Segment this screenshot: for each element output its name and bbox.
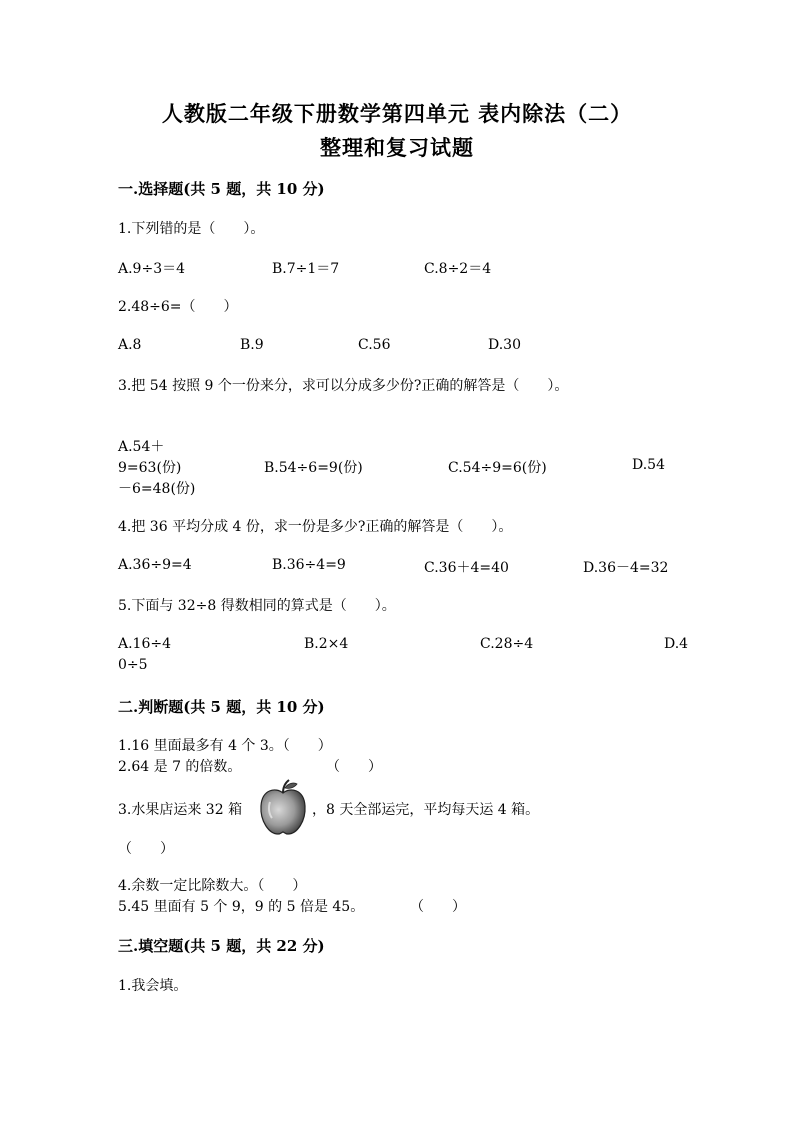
j3-text-before: 3.水果店运来 32 箱: [118, 802, 243, 818]
q2-option-b: B.9: [240, 337, 264, 353]
q1-option-a: A.9÷3＝4: [118, 261, 186, 277]
q4-stem: 4.把 36 平均分成 4 份，求一份是多少?正确的解答是（ ）。: [118, 519, 513, 535]
q3-option-d-line2: －6=48(份): [118, 481, 196, 497]
j3-text-after: ，8 天全部运完，平均每天运 4 箱。: [312, 802, 540, 818]
j3-paren: （ ）: [118, 841, 174, 857]
q2-option-a: A.8: [118, 337, 142, 353]
q1-stem: 1.下列错的是（ ）。: [118, 221, 265, 237]
q4-option-b: B.36÷4=9: [272, 557, 346, 573]
apple-icon: [258, 778, 308, 836]
j1-item: 1.16 里面最多有 4 个 3。（ ）: [118, 738, 332, 754]
page-title-line2: 整理和复习试题: [320, 135, 474, 160]
q4-option-d: D.36－4=32: [583, 560, 669, 576]
q1-option-b: B.7÷1＝7: [272, 261, 340, 277]
q2-stem: 2.48÷6=（ ）: [118, 299, 238, 315]
q2-option-d: D.30: [488, 337, 521, 353]
f1-item: 1.我会填。: [118, 978, 188, 994]
j2-item: 2.64 是 7 的倍数。: [118, 759, 242, 775]
page-title-line1: 人教版二年级下册数学第四单元 表内除法（二）: [161, 101, 633, 126]
q5-option-d-line1: D.4: [664, 636, 689, 652]
j2-paren: （ ）: [326, 759, 382, 775]
q5-option-c: C.28÷4: [480, 636, 534, 652]
q4-option-a: A.36÷9=4: [118, 557, 192, 573]
q3-option-c: C.54÷9=6(份): [448, 460, 547, 476]
q3-stem: 3.把 54 按照 9 个一份来分，求可以分成多少份?正确的解答是（ ）。: [118, 378, 569, 394]
j5-item: 5.45 里面有 5 个 9，9 的 5 倍是 45。: [118, 899, 365, 915]
section-fill-heading: 三.填空题(共 5 题，共 22 分): [118, 937, 325, 955]
section-choice-heading: 一.选择题(共 5 题，共 10 分): [118, 180, 325, 198]
q3-option-a-line1: A.54＋: [118, 439, 165, 455]
q5-stem: 5.下面与 32÷8 得数相同的算式是（ ）。: [118, 598, 396, 614]
q3-option-b: B.54÷6=9(份): [264, 460, 363, 476]
q2-option-c: C.56: [358, 337, 391, 353]
q4-option-c: C.36＋4=40: [424, 560, 509, 576]
q5-option-a: A.16÷4: [118, 636, 172, 652]
j5-paren: （ ）: [410, 899, 466, 915]
q3-option-a-line2: 9=63(份): [118, 460, 182, 476]
q5-option-b: B.2×4: [304, 636, 349, 652]
q3-option-d-line1: D.54: [632, 457, 665, 473]
q1-option-c: C.8÷2＝4: [424, 261, 492, 277]
section-judge-heading: 二.判断题(共 5 题，共 10 分): [118, 698, 325, 716]
j4-item: 4.余数一定比除数大。（ ）: [118, 878, 307, 894]
q5-option-d-line2: 0÷5: [118, 657, 148, 673]
